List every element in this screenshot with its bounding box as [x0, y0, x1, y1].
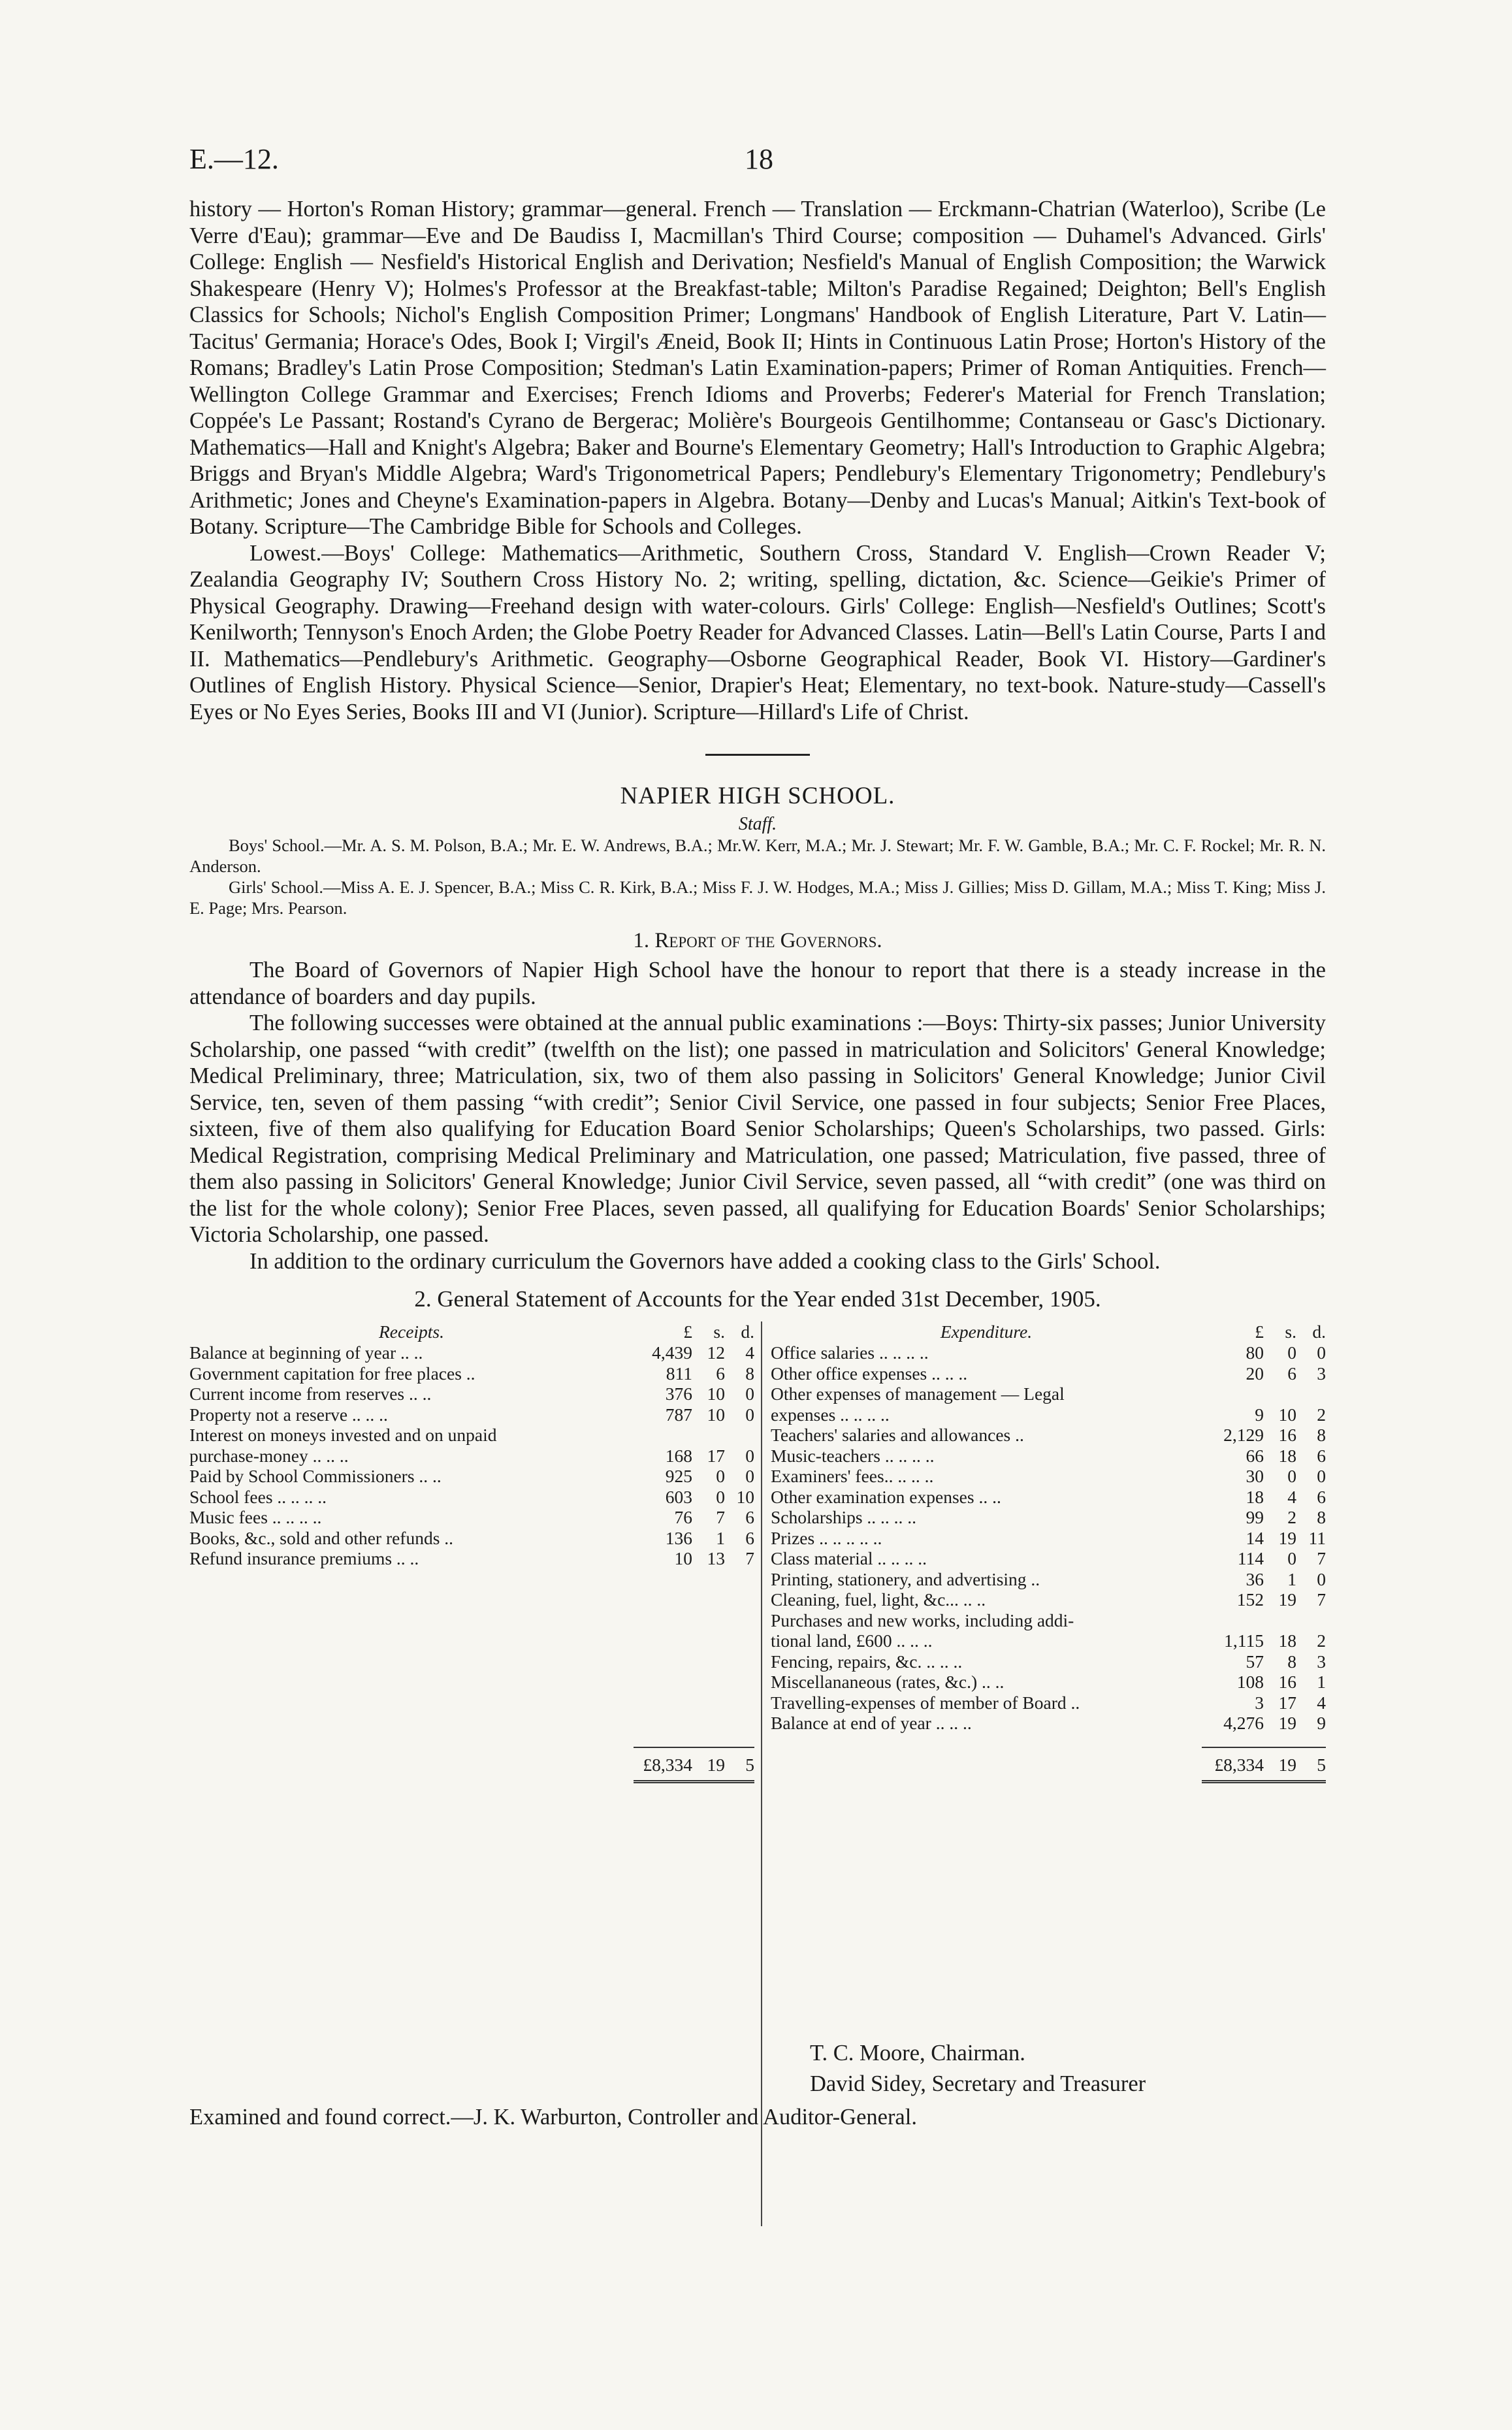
pence-cell: 0 — [745, 1384, 754, 1404]
spacer-row — [771, 1734, 1326, 1747]
pounds-cell: 76 — [674, 1507, 692, 1527]
receipts-label: Balance at beginning of year .. .. — [189, 1342, 423, 1363]
shillings-cell: 0 — [1287, 1466, 1296, 1486]
shillings-cell: 10 — [707, 1384, 725, 1404]
pence-cell: 6 — [745, 1507, 754, 1527]
expenditure-row — [771, 1589, 1326, 1610]
expenditure-label: Travelling-expenses of member of Board .. — [771, 1692, 1080, 1713]
pounds-cell: 152 — [1236, 1589, 1264, 1610]
expenditure-label: Examiners' fees.. .. .. .. — [771, 1466, 934, 1486]
shillings-cell: 1 — [1287, 1568, 1296, 1589]
accounts-statement — [189, 1316, 1326, 2237]
document-reference: E.—12. — [189, 143, 279, 175]
pounds-cell: 57 — [1246, 1651, 1264, 1672]
receipts-label: Government capitation for free places .. — [189, 1363, 475, 1384]
expenditure-label: Printing, stationery, and advertising .. — [771, 1568, 1040, 1589]
expenditure-label: Purchases and new works, including addi- — [771, 1610, 1074, 1630]
shillings-cell: 16 — [1278, 1425, 1296, 1445]
main-column — [189, 196, 1326, 2237]
receipts-row — [189, 1487, 754, 1508]
spacer-row — [189, 1569, 754, 1747]
pence-cell: 2 — [1317, 1404, 1326, 1425]
receipts-label: School fees .. .. .. .. — [189, 1486, 327, 1507]
pence-cell: 10 — [736, 1486, 754, 1507]
expenditure-total-label — [771, 1747, 1202, 1782]
shillings-cell: 2 — [1287, 1507, 1296, 1527]
shillings-cell: 0 — [1287, 1548, 1296, 1568]
pence-cell: 2 — [1317, 1630, 1326, 1651]
pounds-cell — [1202, 1384, 1264, 1404]
expenditure-label: Fencing, repairs, &c. .. .. .. — [771, 1651, 963, 1672]
shillings-cell — [1264, 1610, 1296, 1631]
shillings-cell — [1264, 1384, 1296, 1404]
expenditure-label: Class material .. .. .. .. — [771, 1548, 927, 1568]
school-title: NAPIER HIGH SCHOOL. — [620, 783, 895, 809]
shillings-cell: 16 — [1278, 1672, 1296, 1692]
girls-staff-list: Girls' School.—Miss A. E. J. Spencer, B.A.; Miss C. R. Kirk, B.A.; Miss F. J. W. Hodges, M.A.; Miss J. Gillies; Miss D. Gillam, M.A.; Miss T. King; Miss J. E. Page; Mrs. Pearson. — [189, 877, 1326, 918]
expenditure-row — [771, 1569, 1326, 1590]
pounds-cell — [634, 1425, 692, 1446]
pounds-cell: 80 — [1246, 1342, 1264, 1363]
pounds-header: £ — [683, 1321, 692, 1342]
expenditure-row — [771, 1672, 1326, 1693]
expenditure-row — [771, 1487, 1326, 1508]
auditor-statement: Examined and found correct.—J. K. Warburton, Controller and Auditor-General. — [189, 2105, 917, 2130]
expenditure-label: Cleaning, fuel, light, &c... .. .. — [771, 1589, 986, 1610]
pence-cell: 11 — [1308, 1527, 1326, 1548]
total-pounds: £8,334 — [634, 1747, 692, 1782]
pence-cell: 0 — [745, 1466, 754, 1486]
shillings-cell: 13 — [707, 1548, 725, 1568]
secretary-signature: David Sidey, Secretary and Treasurer — [810, 2071, 1146, 2096]
shillings-cell — [692, 1425, 725, 1446]
expenditure-row — [771, 1342, 1326, 1363]
expenditure-label: tional land, £600 .. .. .. — [771, 1630, 933, 1651]
shillings-cell: 6 — [1287, 1363, 1296, 1384]
expenditure-table — [771, 1321, 1326, 1783]
pence-header: d. — [741, 1321, 754, 1342]
expenditure-row — [771, 1630, 1326, 1651]
expenditure-label: Miscellananeous (rates, &c.) .. .. — [771, 1672, 1005, 1692]
shillings-cell: 19 — [1278, 1527, 1296, 1548]
boys-staff-list: Boys' School.—Mr. A. S. M. Polson, B.A.; Mr. E. W. Andrews, B.A.; Mr.W. Kerr, M.A.; Mr. J. Stewart; Mr. F. W. Gamble, B.A.; Mr. C. F. Rockel; Mr. R. N. Anderson. — [189, 835, 1326, 876]
receipts-label: Interest on moneys invested and on unpaid — [189, 1425, 497, 1445]
pence-cell: 0 — [1317, 1466, 1326, 1486]
pounds-cell: 603 — [665, 1486, 692, 1507]
receipts-label: Paid by School Commissioners .. .. — [189, 1466, 442, 1486]
total-pence: 5 — [1296, 1747, 1326, 1782]
total-pounds: £8,334 — [1202, 1747, 1264, 1782]
shillings-header: s. — [713, 1321, 725, 1342]
receipts-row — [189, 1446, 754, 1466]
shillings-cell: 0 — [716, 1466, 725, 1486]
page-header — [189, 142, 1326, 188]
pounds-cell: 30 — [1246, 1466, 1264, 1486]
pence-cell: 4 — [745, 1342, 754, 1363]
total-pence: 5 — [725, 1747, 754, 1782]
section-divider — [705, 754, 810, 756]
receipts-row — [189, 1466, 754, 1487]
expenditure-label: Balance at end of year .. .. .. — [771, 1713, 972, 1733]
pounds-cell: 925 — [665, 1466, 692, 1486]
pence-cell: 7 — [1317, 1548, 1326, 1568]
pence-cell: 8 — [1317, 1425, 1326, 1445]
expenditure-label: expenses .. .. .. .. — [771, 1404, 890, 1425]
shillings-cell: 4 — [1287, 1486, 1296, 1507]
expenditure-row — [771, 1446, 1326, 1466]
pence-cell — [1296, 1610, 1326, 1631]
receipts-heading: Receipts. — [378, 1321, 445, 1342]
accounts-column-divider — [761, 1321, 762, 2226]
receipts-table — [189, 1321, 754, 1783]
receipts-row — [189, 1363, 754, 1384]
shillings-cell: 7 — [716, 1507, 725, 1527]
report-paragraph-1: The Board of Governors of Napier High School have the honour to report that there is a steady increase in the attendance of boarders and day pupils. — [189, 958, 1326, 1009]
pence-cell: 6 — [1317, 1486, 1326, 1507]
expenditure-label: Scholarships .. .. .. .. — [771, 1507, 917, 1527]
expenditure-label: Office salaries .. .. .. .. — [771, 1342, 929, 1363]
receipts-row — [189, 1384, 754, 1404]
expenditure-label: Other expenses of management — Legal — [771, 1384, 1065, 1404]
receipts-total-row — [189, 1747, 754, 1782]
pounds-cell: 66 — [1246, 1445, 1264, 1466]
accounts-heading: 2. General Statement of Accounts for the Year ended 31st December, 1905. — [414, 1286, 1101, 1312]
staff-heading: Staff. — [738, 814, 777, 834]
expenditure-total-row — [771, 1747, 1326, 1782]
pence-cell: 4 — [1317, 1692, 1326, 1713]
receipts-label: Books, &c., sold and other refunds .. — [189, 1527, 454, 1548]
shillings-cell: 19 — [1278, 1713, 1296, 1733]
expenditure-row — [771, 1404, 1326, 1425]
shillings-cell: 0 — [716, 1486, 725, 1507]
shillings-cell: 17 — [707, 1445, 725, 1466]
receipts-total-label — [189, 1747, 634, 1782]
expenditure-row — [771, 1507, 1326, 1528]
pounds-cell: 18 — [1246, 1486, 1264, 1507]
expenditure-label: Other office expenses .. .. .. — [771, 1363, 968, 1384]
pounds-cell: 14 — [1246, 1527, 1264, 1548]
pence-cell: 7 — [745, 1548, 754, 1568]
report-heading: 1. Report of the Governors. — [633, 929, 882, 952]
pence-cell: 9 — [1317, 1713, 1326, 1733]
expenditure-row — [771, 1713, 1326, 1734]
receipts-label: Property not a reserve .. .. .. — [189, 1404, 388, 1425]
total-shillings: 19 — [692, 1747, 725, 1782]
expenditure-row — [771, 1693, 1326, 1713]
receipts-row — [189, 1342, 754, 1363]
pounds-cell: 9 — [1255, 1404, 1264, 1425]
receipts-label: Current income from reserves .. .. — [189, 1384, 432, 1404]
expenditure-label: Music-teachers .. .. .. .. — [771, 1445, 935, 1466]
shillings-cell: 8 — [1287, 1651, 1296, 1672]
pounds-cell: 136 — [665, 1527, 692, 1548]
pence-cell: 3 — [1317, 1651, 1326, 1672]
receipts-label: Music fees .. .. .. .. — [189, 1507, 322, 1527]
pounds-cell: 36 — [1246, 1568, 1264, 1589]
pounds-cell: 10 — [674, 1548, 692, 1568]
pounds-cell: 376 — [665, 1384, 692, 1404]
pounds-cell: 787 — [665, 1404, 692, 1425]
pence-cell: 0 — [745, 1404, 754, 1425]
shillings-header: s. — [1285, 1321, 1296, 1342]
report-paragraph-3: In addition to the ordinary curriculum the Governors have added a cooking class to the Girls' School. — [249, 1248, 1161, 1274]
expenditure-label: Prizes .. .. .. .. .. — [771, 1527, 882, 1548]
pounds-cell: 4,276 — [1223, 1713, 1264, 1733]
pence-cell: 6 — [1317, 1445, 1326, 1466]
chairman-signature: T. C. Moore, Chairman. — [810, 2041, 1025, 2066]
pounds-cell: 20 — [1246, 1363, 1264, 1384]
receipts-label: purchase-money .. .. .. — [189, 1445, 349, 1466]
expenditure-label: Other examination expenses .. .. — [771, 1486, 1001, 1507]
expenditure-label: Teachers' salaries and allowances .. — [771, 1425, 1024, 1445]
pence-cell: 6 — [745, 1527, 754, 1548]
signature-block — [810, 2038, 1146, 2099]
expenditure-row — [771, 1548, 1326, 1569]
pence-cell: 8 — [745, 1363, 754, 1384]
pence-cell: 3 — [1317, 1363, 1326, 1384]
pence-header: d. — [1312, 1321, 1326, 1342]
pounds-cell: 2,129 — [1223, 1425, 1264, 1445]
shillings-cell: 18 — [1278, 1630, 1296, 1651]
pence-cell — [725, 1425, 754, 1446]
receipts-label: Refund insurance premiums .. .. — [189, 1548, 419, 1568]
shillings-cell: 1 — [716, 1527, 725, 1548]
page-number: 18 — [745, 143, 773, 175]
pounds-cell: 1,115 — [1224, 1630, 1264, 1651]
pounds-cell: 4,439 — [652, 1342, 692, 1363]
expenditure-row — [771, 1610, 1326, 1631]
pounds-cell: 114 — [1237, 1548, 1264, 1568]
pounds-cell: 3 — [1255, 1692, 1264, 1713]
shillings-cell: 18 — [1278, 1445, 1296, 1466]
expenditure-row — [771, 1384, 1326, 1404]
shillings-cell: 0 — [1287, 1342, 1296, 1363]
curriculum-paragraph: history — Horton's Roman History; grammar—general. French — Translation — Erckmann-Chatrian (Waterloo), Scribe (Le Verre d'Eau); grammar—Eve and De Baudiss I, Macmillan's Third Course; composition — Duhamel's Advanced. Girls' College: English — Nesfield's Historical English and Derivation; Nesfield's Manual of English Composition; the Warwick Shakespeare (Henry V); Holmes's Professor at the Breakfast-table; Milton's Paradise Regained; Deighton; Bell's English Classics for Schools; Nichol's English Composition Primer; Longmans' Handbook of English Literature, Part V. Latin—Tacitus' Germania; Horace's Odes, Book I; Virgil's Æneid, Book II; Hints in Continuous Latin Prose; Horton's History of the Romans; Bradley's Latin Prose Composition; Stedman's Latin Examination-papers; Primer of Roman Antiquities. French—Wellington College Grammar and Exercises; French Idioms and Proverbs; Federer's Material for French Translation; Coppée's Le Passant; Rostand's Cyrano de Bergerac; Molière's Bourgeois Gentilhomme; Contanseau or Gasc's Dictionary. Mathematics—Hall and Knight's Algebra; Baker and Bourne's Elementary Geometry; Hall's Introduction to Graphic Algebra; Briggs and Bryan's Middle Algebra; Ward's Trigonometrical Papers; Pendlebury's Elementary Trigonometry; Pendlebury's Arithmetic; Jones and Cheyne's Examination-papers in Algebra. Botany—Denby and Lucas's Manual; Aitkin's Text-book of Botany. Scripture—The Cambridge Bible for Schools and Colleges. — [189, 197, 1326, 539]
pounds-header: £ — [1255, 1321, 1264, 1342]
receipts-row — [189, 1528, 754, 1549]
receipts-row — [189, 1548, 754, 1569]
receipts-row — [189, 1425, 754, 1446]
shillings-cell: 10 — [1278, 1404, 1296, 1425]
pounds-cell: 108 — [1236, 1672, 1264, 1692]
receipts-row — [189, 1404, 754, 1425]
expenditure-row — [771, 1363, 1326, 1384]
expenditure-heading: Expenditure. — [940, 1321, 1033, 1342]
pence-cell: 0 — [745, 1445, 754, 1466]
pence-cell: 0 — [1317, 1342, 1326, 1363]
lowest-curriculum-paragraph: Lowest.—Boys' College: Mathematics—Arithmetic, Southern Cross, Standard V. English—Crown Reader V; Zealandia Geography IV; Southern Cross History No. 2; writing, spelling, dictation, &c. Science—Geikie's Primer of Physical Geography. Drawing—Freehand design with water-colours. Girls' College: English—Nesfield's Outlines; Scott's Kenilworth; Tennyson's Enoch Arden; the Globe Poetry Reader for Advanced Classes. Latin—Bell's Latin Course, Parts I and II. Mathematics—Pendlebury's Arithmetic. Geography—Osborne Geographical Reader, Book VI. History—Gardiner's Outlines of English History. Physical Science—Senior, Drapier's Heat; Elementary, no text-book. Nature-study—Cassell's Eyes or No Eyes Series, Books III and VI (Junior). Scripture—Hillard's Life of Christ. — [189, 540, 1326, 724]
pounds-cell — [1202, 1610, 1264, 1631]
shillings-cell: 10 — [707, 1404, 725, 1425]
shillings-cell: 17 — [1278, 1692, 1296, 1713]
pence-cell: 8 — [1317, 1507, 1326, 1527]
pence-cell: 7 — [1317, 1589, 1326, 1610]
pounds-cell: 99 — [1246, 1507, 1264, 1527]
total-shillings: 19 — [1264, 1747, 1296, 1782]
receipts-row — [189, 1507, 754, 1528]
shillings-cell: 19 — [1278, 1589, 1296, 1610]
pounds-cell: 811 — [666, 1363, 692, 1384]
pence-cell — [1296, 1384, 1326, 1404]
expenditure-row — [771, 1425, 1326, 1446]
expenditure-row — [771, 1651, 1326, 1672]
expenditure-row — [771, 1466, 1326, 1487]
shillings-cell: 6 — [716, 1363, 725, 1384]
expenditure-row — [771, 1528, 1326, 1549]
pence-cell: 1 — [1317, 1672, 1326, 1692]
report-paragraph-2: The following successes were obtained at the annual public examinations :—Boys: Thirty-six passes; Junior University Scholarship, one passed “with credit” (twelfth on the list); one passed in matriculation and Solicitors' General Knowledge; Medical Preliminary, three; Matriculation, six, two of them also passing in Solicitors' General Knowledge; Junior Civil Service, ten, seven of them passing “with credit”; Senior Civil Service, one passed in four subjects; Senior Free Places, sixteen, five of them also qualifying for Education Board Senior Scholarships; Queen's Scholarships, two passed. Girls: Medical Registration, comprising Medical Preliminary and Matriculation, one passed; Matriculation, five passed, three of them also passing in Solicitors' General Knowledge; Junior Civil Service, seven passed, all “with credit” (one was third on the list for the whole colony); Senior Free Places, seven passed, all qualifying for Education Boards' Senior Scholarships; Victoria Scholarship, one passed. — [189, 1011, 1326, 1247]
pence-cell: 0 — [1317, 1568, 1326, 1589]
shillings-cell: 12 — [707, 1342, 725, 1363]
pounds-cell: 168 — [665, 1445, 692, 1466]
